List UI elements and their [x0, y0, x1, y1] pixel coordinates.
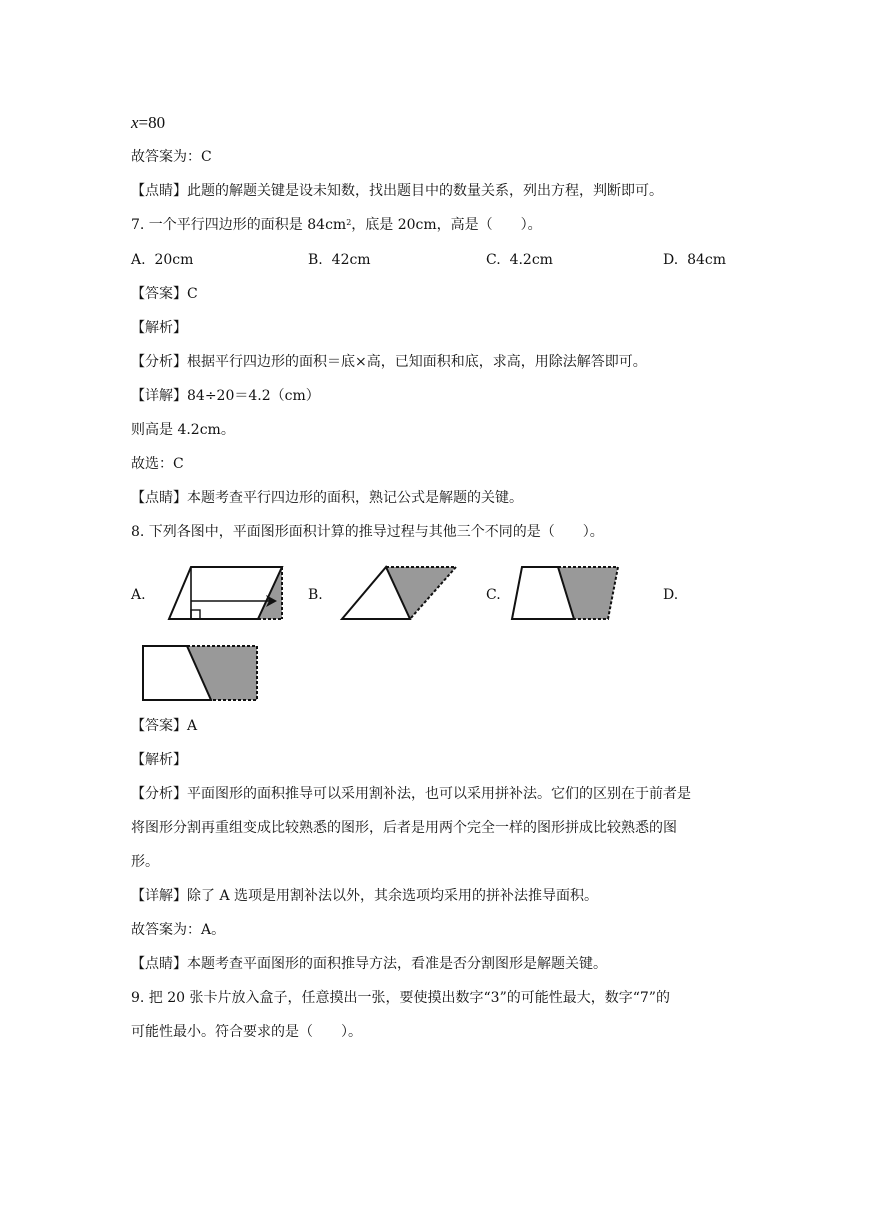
figure-b-triangles	[338, 563, 460, 623]
answer-line-1: 故答案为：C	[131, 149, 212, 165]
figure-a-parallelogram-cut	[165, 563, 287, 623]
choice-7: 故选：C	[131, 456, 184, 472]
question-9-line-2: 可能性最小。符合要求的是（ ）。	[131, 1024, 362, 1040]
answer-line-8: 故答案为：A。	[131, 922, 226, 938]
q7-option-d: D. 84cm	[663, 252, 727, 268]
comment-line-1: 【点睛】此题的解题关键是设未知数，找出题目中的数量关系，列出方程，判断即可。	[131, 183, 663, 199]
q7-option-b: B. 42cm	[308, 252, 371, 268]
comment-8: 【点睛】本题考查平面图形的面积推导方法，看准是否分割图形是解题关键。	[131, 956, 607, 972]
q7-option-a: A. 20cm	[131, 252, 194, 268]
figure-d-rectangle	[139, 642, 261, 704]
q7-option-c: C. 4.2cm	[486, 252, 553, 268]
answer-8: 【答案】A	[131, 718, 198, 734]
question-9-line-1: 9. 把 20 张卡片放入盒子，任意摸出一张，要使摸出数字“3”的可能性最大，数字“7”的	[131, 990, 670, 1006]
analysis-8-line-2: 将图形分割再重组变成比较熟悉的图形，后者是用两个完全一样的图形拼成比较熟悉的图	[131, 820, 677, 836]
comment-7: 【点睛】本题考查平行四边形的面积，熟记公式是解题的关键。	[131, 490, 523, 506]
q8-option-c-label: C.	[486, 587, 501, 603]
analysis-8-line-3: 形。	[131, 854, 159, 870]
analysis-8-line-1: 【分析】平面图形的面积推导可以采用割补法，也可以采用拼补法。它们的区别在于前者是	[131, 786, 691, 802]
answer-7: 【答案】C	[131, 286, 198, 302]
height-result-7: 则高是 4.2cm。	[131, 422, 235, 438]
figure-c-trapezoids	[508, 563, 624, 623]
analysis-heading-8: 【解析】	[131, 752, 187, 768]
equation-x-80: x=80	[131, 113, 166, 132]
detail-7: 【详解】84÷20＝4.2（cm）	[131, 388, 320, 404]
q8-option-b-label: B.	[308, 587, 323, 603]
detail-8: 【详解】除了 A 选项是用割补法以外，其余选项均采用的拼补法推导面积。	[131, 888, 599, 904]
q8-option-a-label: A.	[131, 587, 146, 603]
superscript-2: 2	[346, 218, 352, 227]
q8-option-d-label: D.	[663, 587, 679, 603]
figure-a-right-angle	[191, 610, 200, 619]
question-7: 7. 一个平行四边形的面积是 $84cm^2$，底是 20cm，高是（ ）。	[131, 217, 542, 233]
analysis-7: 【分析】根据平行四边形的面积＝底×高，已知面积和底，求高，用除法解答即可。	[131, 354, 647, 370]
question-8: 8. 下列各图中，平面图形面积计算的推导过程与其他三个不同的是（ ）。	[131, 524, 604, 540]
analysis-heading-7: 【解析】	[131, 320, 187, 336]
